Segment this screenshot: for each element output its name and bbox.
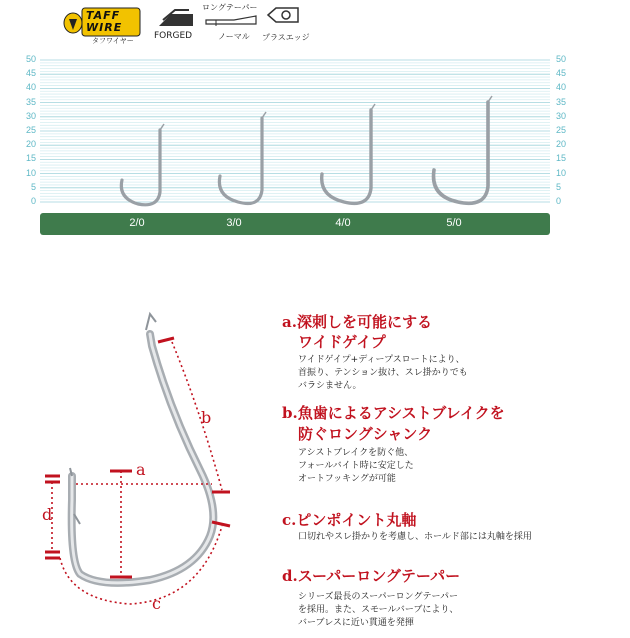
- scale-tick-label: 0: [556, 196, 562, 206]
- scale-tick-label: 25: [25, 125, 36, 135]
- label-d: d: [42, 505, 53, 524]
- size-label-3-0: 3/0: [226, 217, 242, 229]
- feature-b-title-2: 防ぐロングシャンク: [298, 425, 433, 443]
- scale-tick-label: 20: [556, 139, 567, 150]
- taff-wire-logo: [62, 6, 142, 45]
- scale-tick-label: 40: [556, 82, 567, 93]
- scale-tick-label: 15: [25, 153, 36, 164]
- feature-a-desc-2: 首振り、テンション抜け、スレ掛かりでも: [298, 368, 468, 378]
- scale-tick-label: 5: [556, 181, 562, 192]
- hook-size-illustrations: [121, 96, 492, 205]
- feature-d-desc-2: を採用。また、スモールバーブにより、: [298, 605, 459, 615]
- scale-tick-label: 35: [25, 96, 36, 107]
- feature-a-title-1: a.深刺しを可能にする: [282, 313, 432, 331]
- scale-tick-label: 5: [30, 181, 36, 192]
- taff-wire-line2: WIRE: [86, 21, 123, 34]
- scale-tick-label: 50: [556, 54, 567, 64]
- edge-badge: [258, 4, 308, 44]
- feature-c-title: c.ピンポイント丸軸: [282, 511, 417, 529]
- forged-label: FORGED: [154, 31, 193, 41]
- scale-tick-label: 15: [556, 153, 567, 164]
- taper-icon: [204, 14, 264, 28]
- taff-wire-line1: TAFF: [86, 9, 121, 22]
- size-label-2-0: 2/0: [129, 217, 145, 229]
- feature-a-desc-3: バラシません。: [298, 381, 362, 391]
- feature-c-desc-1: 口切れやスレ掛かりを考慮し、ホールド部には丸軸を採用: [298, 532, 532, 542]
- forged-badge: [152, 6, 202, 42]
- scale-tick-label: 10: [556, 167, 567, 178]
- feature-a-desc-1: ワイドゲイプ+ディープスロートにより、: [298, 355, 465, 365]
- feature-d-title: d.スーパーロングテーパー: [282, 567, 461, 585]
- scale-tick-label: 45: [25, 68, 36, 79]
- scale-tick-label: 10: [25, 167, 36, 178]
- edge-label: プラスエッジ: [262, 33, 310, 42]
- taper-top-label: ロングテーパー: [202, 3, 258, 12]
- hook-size-scale: [0, 52, 630, 212]
- feature-b-desc-2: フォールバイト時に安定した: [298, 461, 414, 471]
- scale-tick-label: 25: [556, 125, 567, 135]
- scale-tick-label: 50: [25, 54, 36, 64]
- label-b: b: [201, 408, 212, 427]
- taper-bottom-label: ノーマル: [218, 32, 250, 41]
- scale-tick-label: 35: [556, 96, 567, 107]
- feature-d-desc-3: バーブレスに近い貫通を発揮: [298, 618, 414, 628]
- label-a: a: [136, 460, 146, 479]
- scale-grid: [40, 60, 550, 202]
- size-label-4-0: 4/0: [335, 217, 351, 229]
- forged-icon: [157, 6, 195, 28]
- feature-d-desc-1: シリーズ最長のスーパーロングテーパー: [298, 592, 459, 602]
- plus-edge-icon: [264, 4, 304, 26]
- scale-tick-label: 40: [25, 82, 36, 93]
- taff-wire-sub: タフワイヤー: [92, 37, 134, 45]
- size-label-5-0: 5/0: [446, 217, 462, 229]
- feature-a-title-2: ワイドゲイプ: [298, 333, 386, 351]
- scale-tick-label: 0: [30, 196, 36, 206]
- hook-body-icon: [72, 334, 214, 583]
- scale-tick-label: 45: [556, 68, 567, 79]
- feature-b-desc-3: オートフッキングが可能: [298, 474, 396, 484]
- scale-tick-label: 30: [556, 110, 567, 121]
- label-c: c: [152, 594, 161, 613]
- scale-tick-label: 30: [25, 110, 36, 121]
- feature-b-title-1: b.魚歯によるアシストブレイクを: [282, 404, 505, 422]
- scale-tick-label: 20: [25, 139, 36, 150]
- feature-b-desc-1: アシストブレイクを防ぐ他、: [298, 448, 414, 458]
